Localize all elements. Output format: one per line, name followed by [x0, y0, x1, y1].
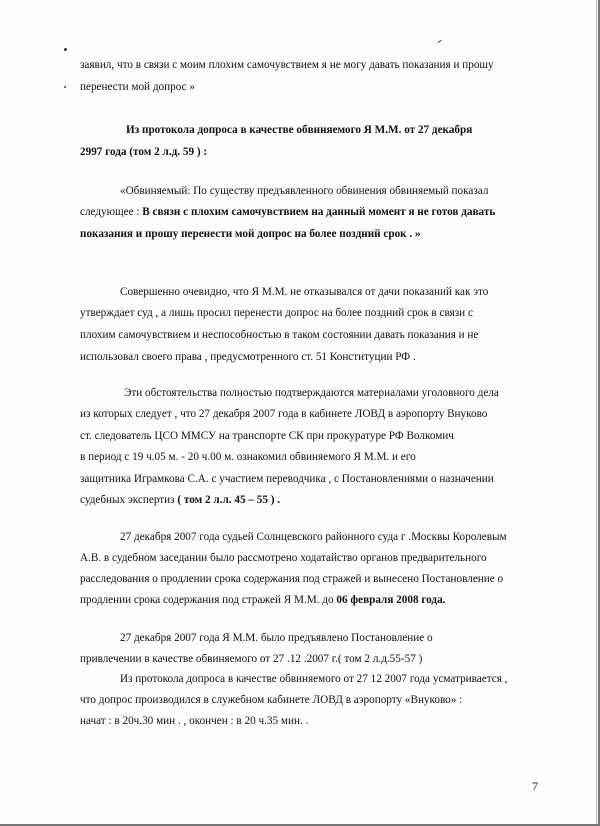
scan-speck: [64, 86, 66, 88]
text-line: [80, 593, 445, 607]
quote-bold: В связи с плохим самочувствием на данный момент я не готов давать: [142, 206, 496, 218]
text-line: 27 декабря 2007 года судьей Солнцевского районного суда г .Москвы Королевым: [120, 531, 507, 543]
quote-line: [80, 205, 495, 219]
text-line: заявил, что в связи с моим плохим самочувствием я не могу давать показания и прошу: [80, 59, 494, 71]
page-number: 7: [532, 779, 538, 793]
text-line: Эти обстоятельства полностью подтверждаются материалами уголовного дела: [124, 387, 499, 399]
text-line: расследования о продлении срока содержания под стражей и вынесено Постановление о: [80, 573, 504, 585]
reference-bold: ( том 2 л.л. 45 – 55 ) .: [177, 494, 281, 506]
text-line: начат : в 20ч.30 мин . , окончен : в 20 ч.35 мин. .: [80, 715, 309, 727]
date-bold: 06 февраля 2008 года.: [336, 594, 446, 606]
section-heading: 2997 года (том 2 л.д. 59 ) :: [80, 146, 208, 158]
text-line: 27 декабря 2007 года Я М.М. было предъявлено Постановление о: [120, 632, 433, 644]
text-line: привлечении в качестве обвиняемого от 27 .12 .2007 г.( том 2 л.д.55-57 ): [80, 653, 423, 665]
text-segment: продлении срока содержания под стражей Я М.М. до: [80, 594, 337, 606]
text-segment: судебных экспертиз: [80, 494, 178, 506]
quote-prefix: следующее :: [80, 206, 143, 218]
text-line: ст. следователь ЦСО ММСУ на транспорте СК при прокуратуре РФ Волкомич: [80, 430, 454, 442]
text-line: [80, 493, 280, 507]
text-line: из которых следует , что 27 декабря 2007 года в кабинете ЛОВД в аэропорту Внуково: [80, 408, 488, 420]
text-line: плохим самочувствием и неспособностью в таком состоянии давать показания и не: [80, 329, 479, 341]
text-line: А.В. в судебном заседании было рассмотрено ходатайство органов предварительного: [80, 552, 487, 564]
quote-line: «Обвиняемый: По существу предъявленного обвинения обвиняемый показал: [120, 185, 489, 197]
text-line: Из протокола допроса в качестве обвиняемого от 27 12 2007 года усматривается ,: [120, 673, 508, 685]
text-line: что допрос производился в служебном кабинете ЛОВД в аэропорту «Внуково» :: [80, 694, 463, 706]
scan-speck: [64, 48, 67, 51]
quote-line: показания и прошу перенести мой допрос на более поздний срок . »: [80, 228, 421, 240]
section-heading: Из протокола допроса в качестве обвиняемого Я М.М. от 27 декабря: [126, 124, 473, 136]
text-line: в период с 19 ч.05 м. - 20 ч.00 м. ознакомил обвиняемого Я М.М. и его: [80, 451, 416, 463]
scan-border-inner: [596, 0, 597, 826]
text-line: защитника Играмкова С.А. с участием переводчика , с Постановлениями о назначении: [80, 473, 494, 485]
scan-speck: [437, 40, 442, 44]
text-line: использовал своего права , предусмотренного ст. 51 Конституции РФ .: [80, 351, 416, 363]
text-line: Совершенно очевидно, что Я М.М. не отказывался от дачи показаний как это: [120, 286, 489, 298]
text-line: перенести мой допрос »: [80, 81, 195, 93]
text-line: утверждает суд , а лишь просил перенести допрос на более поздний срок в связи с: [80, 307, 473, 319]
